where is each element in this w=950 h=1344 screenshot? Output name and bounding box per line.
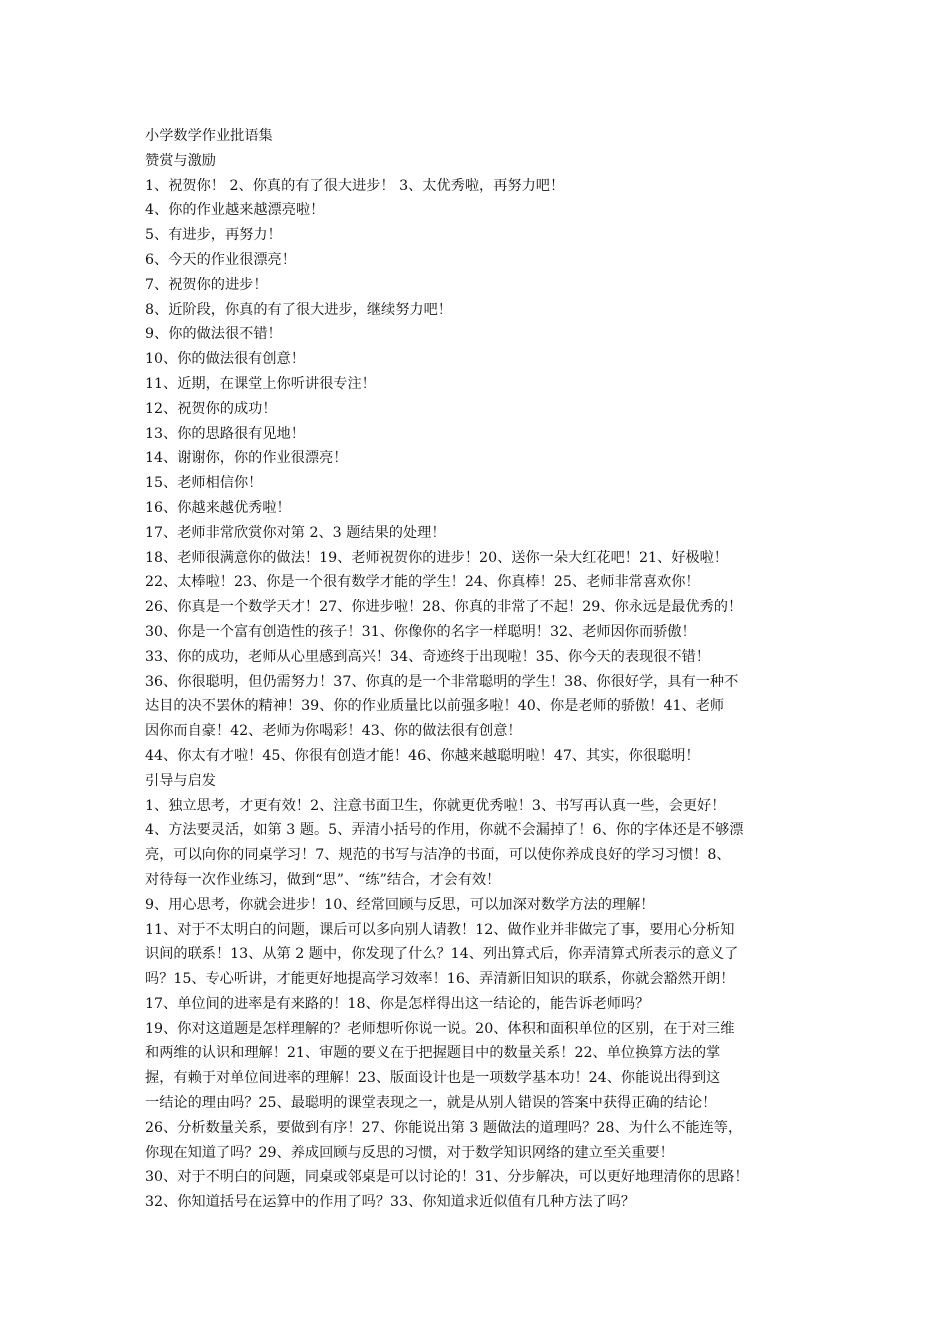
text-line: 17、单位间的进率是有来路的！18、你是怎样得出这一结论的，能告诉老师吗？ — [145, 995, 650, 1012]
text-line: 26、分析数量关系，要做到有序！27、你能说出第 3 题做法的道理吗？28、为什么不能连等， — [145, 1119, 743, 1136]
text-line: 19、你对这道题是怎样理解的？老师想听你说一说。20、体积和面积单位的区别，在于对三维 — [145, 1020, 735, 1037]
text-line: 30、对于不明白的问题，同桌或邻桌是可以讨论的！31、分步解决，可以更好地理清你的思路！ — [145, 1169, 749, 1186]
text-line: 11、对于不太明白的问题，课后可以多向别人请教！12、做作业并非做完了事，要用心分析知 — [145, 921, 735, 938]
section-guidance-lines — [145, 794, 815, 1216]
text-line: 因你而自豪！42、老师为你喝彩！43、你的做法很有创意！ — [145, 723, 522, 740]
text-line: 14、谢谢你，你的作业很漂亮！ — [145, 450, 348, 467]
text-line: 10、你的做法很有创意！ — [145, 351, 305, 368]
text-line: 22、太棒啦！23、你是一个很有数学才能的学生！24、你真棒！25、老师非常喜欢你！ — [145, 574, 700, 591]
text-line: 12、祝贺你的成功！ — [145, 400, 277, 417]
text-line: 4、方法要灵活，如第 3 题。5、弄清小括号的作用，你就不会漏掉了！6、你的字体还是不够漂 — [145, 822, 744, 839]
text-line: 30、你是一个富有创造性的孩子！31、你像你的名字一样聪明！32、老师因你而骄傲！ — [145, 623, 696, 640]
text-line: 15、老师相信你！ — [145, 475, 263, 492]
text-line: 33、你的成功，老师从心里感到高兴！34、奇迹终于出现啦！35、你今天的表现很不错！ — [145, 648, 710, 665]
text-line: 你现在知道了吗？29、养成回顾与反思的习惯，对于数学知识网络的建立至关重要！ — [145, 1144, 674, 1161]
text-line: 8、近阶段，你真的有了很大进步，继续努力吧！ — [145, 301, 452, 318]
document-title: 小学数学作业批语集 — [145, 128, 273, 144]
text-line: 一结论的理由吗？25、最聪明的课堂表现之一，就是从别人错误的答案中获得正确的结论！ — [145, 1095, 717, 1112]
text-line: 握，有赖于对单位间进率的理解！23、版面设计也是一项数学基本功！24、你能说出得到这 — [145, 1070, 721, 1087]
text-line: 26、你真是一个数学天才！27、你进步啦！28、你真的非常了不起！29、你永远是最优秀的！ — [145, 599, 743, 616]
text-line: 9、你的做法很不错！ — [145, 326, 282, 343]
text-line: 1、独立思考，才更有效！2、注意书面卫生，你就更优秀啦！3、书写再认真一些，会更好！ — [145, 797, 726, 814]
text-line: 5、有进步，再努力！ — [145, 227, 282, 244]
text-line: 4、你的作业越来越漂亮啦！ — [145, 202, 325, 219]
text-line: 识间的联系！13、从第 2 题中，你发现了什么？14、列出算式后，你弄清算式所表示的意义了 — [145, 946, 739, 963]
text-line: 对待每一次作业练习，做到“思”、“练”结合，才会有效！ — [145, 871, 501, 888]
section-heading-praise: 赞赏与激励 — [145, 152, 216, 169]
text-line: 44、你太有才啦！45、你很有创造才能！46、你越来越聪明啦！47、其实，你很聪明！ — [145, 747, 700, 764]
document-page — [145, 124, 815, 1215]
text-line: 1、祝贺你！ 2、你真的有了很大进步！ 3、太优秀啦，再努力吧！ — [145, 177, 565, 194]
text-line: 6、今天的作业很漂亮！ — [145, 251, 296, 268]
text-line: 36、你很聪明，但仍需努力！37、你真的是一个非常聪明的学生！38、你很好学，具有一种不 — [145, 673, 739, 690]
text-line: 亮，可以向你的同桌学习！7、规范的书写与洁净的书面，可以使你养成良好的学习习惯！8、 — [145, 847, 731, 864]
text-line: 和两维的认识和理解！21、审题的要义在于把握题目中的数量关系！22、单位换算方法的掌 — [145, 1045, 721, 1062]
section-heading-guidance: 引导与启发 — [145, 772, 216, 789]
text-line: 16、你越来越优秀啦！ — [145, 499, 291, 516]
text-line: 9、用心思考，你就会进步！10、经常回顾与反思，可以加深对数学方法的理解！ — [145, 896, 655, 913]
section-praise-lines — [145, 174, 815, 769]
text-line: 17、老师非常欣赏你对第 2、3 题结果的处理！ — [145, 524, 446, 541]
text-line: 11、近期，在课堂上你听讲很专注！ — [145, 375, 376, 392]
text-line: 18、老师很满意你的做法！19、老师祝贺你的进步！20、送你一朵大红花吧！21、好极啦！ — [145, 549, 728, 566]
text-line: 32、你知道括号在运算中的作用了吗？33、你知道求近似值有几种方法了吗？ — [145, 1194, 636, 1211]
text-line: 达目的决不罢休的精神！39、你的作业质量比以前强多啦！40、你是老师的骄傲！41、老师 — [145, 698, 725, 715]
text-line: 吗？15、专心听讲，才能更好地提高学习效率！16、弄清新旧知识的联系，你就会豁然开朗！ — [145, 971, 735, 988]
text-line: 13、你的思路很有见地！ — [145, 425, 305, 442]
text-line: 7、祝贺你的进步！ — [145, 276, 268, 293]
